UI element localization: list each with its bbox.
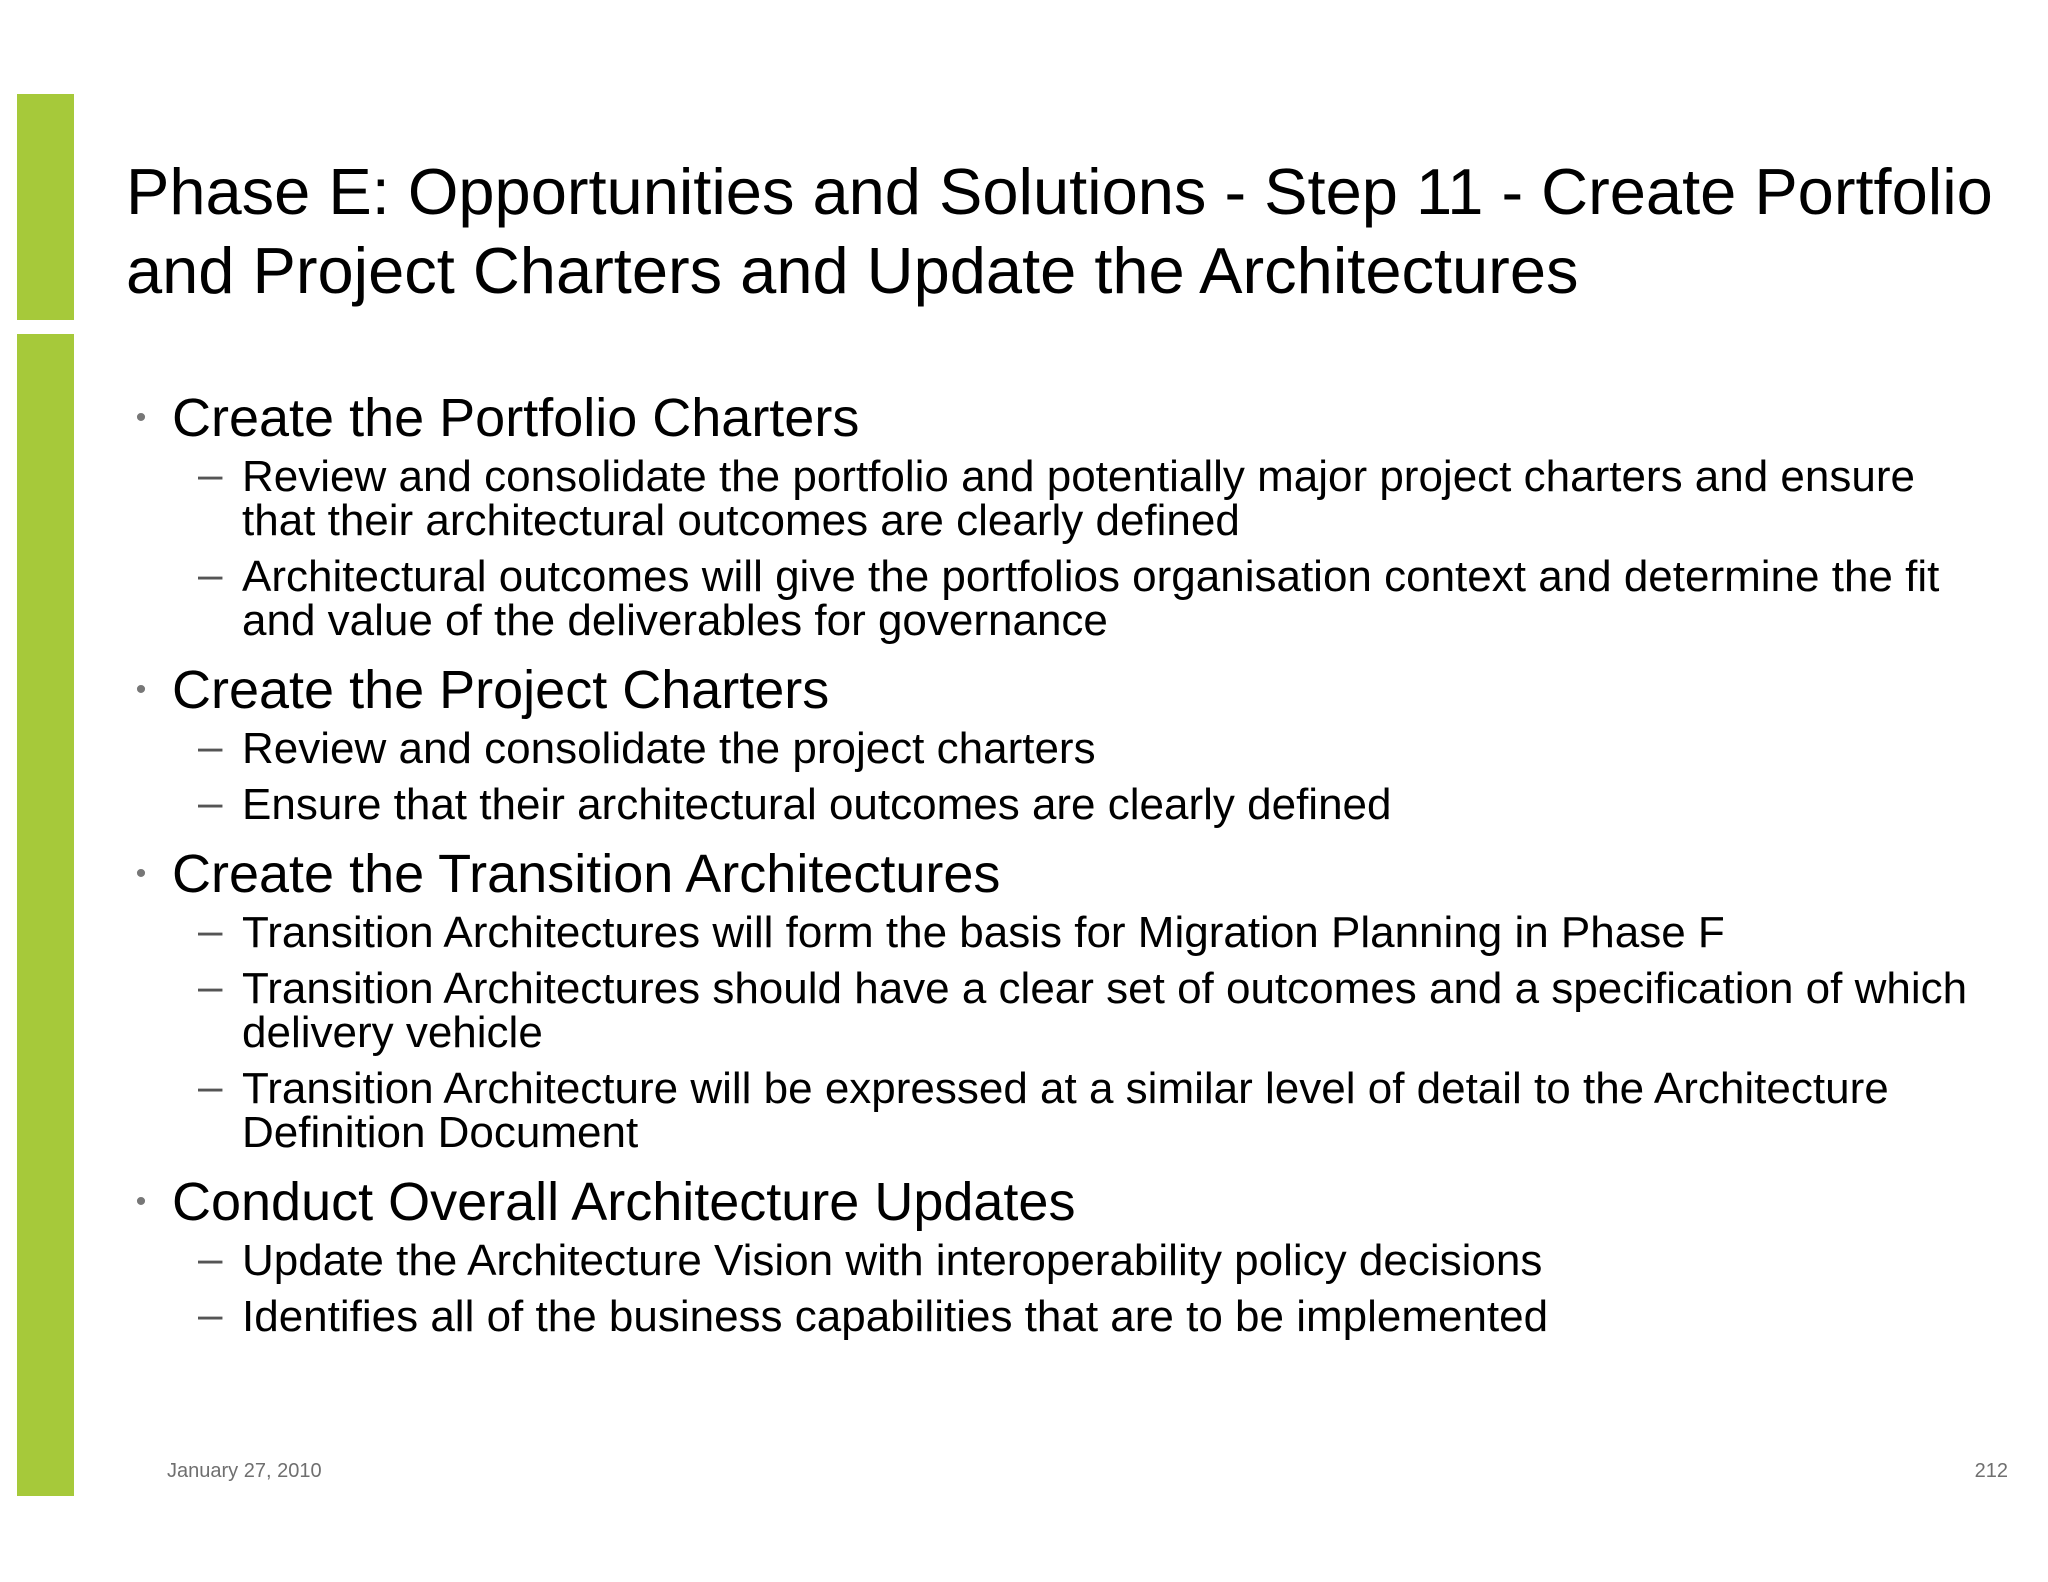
- dash-icon: –: [198, 722, 223, 771]
- dash-icon: –: [198, 450, 223, 499]
- bullet-item: [126, 385, 1986, 451]
- dash-icon: –: [198, 906, 223, 955]
- sub-bullet-item: [126, 550, 1986, 645]
- section-project-charters: [126, 657, 1986, 827]
- sub-bullet-item: [126, 722, 1986, 773]
- sub-bullet-item: [126, 1062, 1986, 1157]
- sub-bullet-text: Transition Architecture will be expressed at a similar level of detail to the Architecture Definition Document: [242, 1064, 1889, 1157]
- sub-bullet-text: Transition Architectures should have a clear set of outcomes and a specification of which delivery vehicle: [242, 964, 1968, 1057]
- slide-title: Phase E: Opportunities and Solutions - Step 11 - Create Portfolio and Project Charters and Update the Architectures: [126, 155, 1993, 307]
- sub-bullet-item: [126, 450, 1986, 545]
- sub-bullet-text: Update the Architecture Vision with interoperability policy decisions: [242, 1236, 1543, 1285]
- sub-bullet-item: [126, 778, 1986, 829]
- sub-bullet-text: Transition Architectures will form the basis for Migration Planning in Phase F: [242, 908, 1725, 957]
- sub-bullet-text: Ensure that their architectural outcomes are clearly defined: [242, 780, 1392, 829]
- section-portfolio-charters: [126, 385, 1986, 643]
- bullet-item: [126, 841, 1986, 907]
- section-transition-architectures: [126, 841, 1986, 1155]
- bullet-heading: Create the Transition Architectures: [172, 844, 1001, 904]
- dash-icon: –: [198, 778, 223, 827]
- footer-date: January 27, 2010: [167, 1460, 322, 1482]
- bullet-icon: •: [135, 857, 147, 890]
- page-number: 212: [1974, 1460, 2008, 1482]
- sub-bullet-list: [126, 1234, 1986, 1341]
- accent-bar-bottom: [17, 334, 74, 1496]
- sub-bullet-text: Review and consolidate the project charters: [242, 724, 1096, 773]
- bullet-heading: Create the Portfolio Charters: [172, 388, 860, 448]
- sub-bullet-item: [126, 962, 1986, 1057]
- sub-bullet-list: [126, 906, 1986, 1157]
- section-architecture-updates: [126, 1169, 1986, 1339]
- sub-bullet-text: Identifies all of the business capabilities that are to be implemented: [242, 1292, 1549, 1341]
- bullet-item: [126, 657, 1986, 723]
- sub-bullet-item: [126, 906, 1986, 957]
- sub-bullet-text: Review and consolidate the portfolio and potentially major project charters and ensure that their architectural outcomes are clearly defined: [242, 452, 1915, 545]
- accent-bar-top: [17, 94, 74, 320]
- sub-bullet-item: [126, 1234, 1986, 1285]
- bullet-icon: •: [135, 673, 147, 706]
- bullet-heading: Conduct Overall Architecture Updates: [172, 1172, 1076, 1232]
- dash-icon: –: [198, 962, 223, 1011]
- dash-icon: –: [198, 1062, 223, 1111]
- sub-bullet-list: [126, 450, 1986, 645]
- slide-body: [126, 385, 1986, 1353]
- bullet-icon: •: [135, 1185, 147, 1218]
- sub-bullet-text: Architectural outcomes will give the portfolios organisation context and determine the fit and value of the deliverables for governance: [242, 552, 1940, 645]
- bullet-item: [126, 1169, 1986, 1235]
- sub-bullet-item: [126, 1290, 1986, 1341]
- dash-icon: –: [198, 550, 223, 599]
- bullet-heading: Create the Project Charters: [172, 660, 830, 720]
- dash-icon: –: [198, 1290, 223, 1339]
- dash-icon: –: [198, 1234, 223, 1283]
- sub-bullet-list: [126, 722, 1986, 829]
- bullet-icon: •: [135, 401, 147, 434]
